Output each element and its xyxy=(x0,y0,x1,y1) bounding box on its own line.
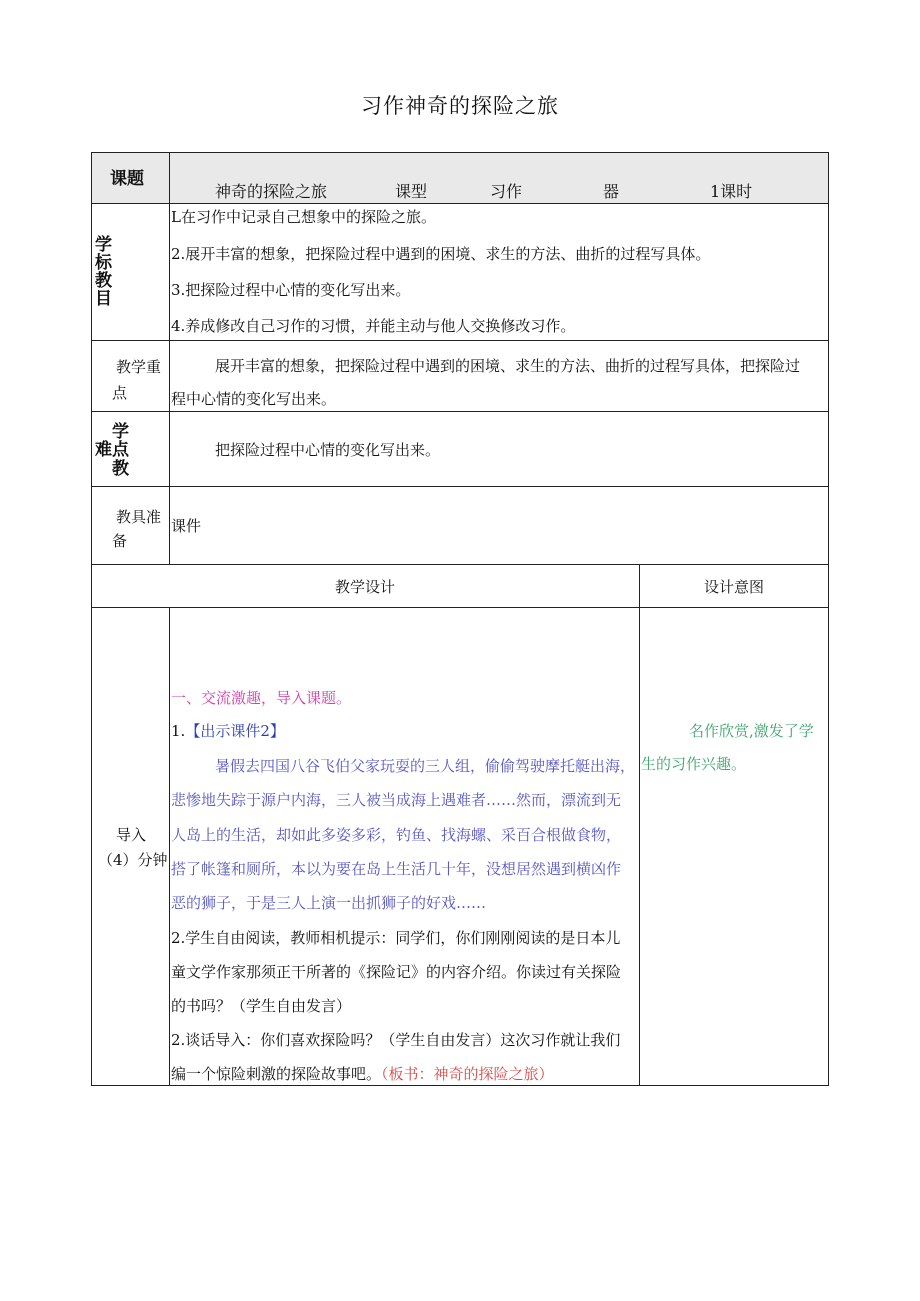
header-tool-fragment: 器 xyxy=(603,182,620,201)
tools-label-line1: 教具准 xyxy=(116,508,162,526)
intro-item3-line: 2.谈话导入：你们喜欢探险吗？（学生自由发言）这次习作就让我们 xyxy=(171,1031,621,1049)
intro-item2-line: 童文学作家那须正干所著的《探险记》的内容介绍。你读过有关探险 xyxy=(171,963,622,981)
goal-item: 2.展开丰富的想象，把探险过程中遇到的困境、求生的方法、曲折的过程写具体。 xyxy=(171,245,711,263)
key-points-label-line1: 教学重 xyxy=(116,358,162,376)
goal-item: 4.养成修改自己习作的习惯，并能主动与他人交换修改习作。 xyxy=(171,317,576,335)
board-note: （板书：神奇的探险之旅） xyxy=(381,1065,554,1083)
story-line: 恶的狮子，于是三人上演一出抓狮子的好戏…… xyxy=(171,894,487,912)
difficulties-label-char: 学 xyxy=(112,422,129,442)
key-points-text-line2: 程中心情的变化写出来。 xyxy=(171,390,337,408)
header-label-topic: 课题 xyxy=(110,169,144,189)
goals-label-char: 目 xyxy=(95,289,112,309)
intro-item1 xyxy=(171,722,285,740)
tools-text: 课件 xyxy=(171,517,202,535)
design-header-right: 设计意图 xyxy=(704,578,765,596)
goal-item: L在习作中记录自己想象中的探险之旅。 xyxy=(171,208,436,226)
story-line: 搭了帐篷和厕所，本以为要在岛上生活几十年，没想居然遇到横凶作 xyxy=(171,860,622,878)
key-points-text-line1: 展开丰富的想象，把探险过程中遇到的困境、求生的方法、曲折的过程写具体，把探险过 xyxy=(215,357,801,375)
header-topic-value: 神奇的探险之旅 xyxy=(215,182,328,201)
intro-heading: 一、交流激趣，导入课题。 xyxy=(171,689,352,707)
story-line: 人岛上的生活，却如此多姿多彩，钓鱼、找海螺、采百合根做食物， xyxy=(171,826,622,844)
goals-label-char: 标 xyxy=(95,253,112,273)
story-line: 暑假去四国八谷飞伯父家玩耍的三人组，偷偷驾驶摩托艇出海， xyxy=(215,757,636,775)
intent-line1: 名作欣赏,激发了学 xyxy=(689,722,814,740)
intent-line2: 生的习作兴趣。 xyxy=(641,755,747,773)
design-header-left: 教学设计 xyxy=(335,578,396,596)
intro-item2-line: 2.学生自由阅读，教师相机提示：同学们，你们刚刚阅读的是日本儿 xyxy=(171,929,621,947)
difficulties-label-char: 难点 xyxy=(95,440,129,460)
intro-item2-line: 的书吗？（学生自由发言） xyxy=(171,997,352,1015)
tools-label-line2: 备 xyxy=(112,532,128,550)
header-type-value: 习作 xyxy=(490,182,523,201)
intro-item3-last xyxy=(171,1065,554,1083)
courseware-link[interactable]: 【出示课件2】 xyxy=(185,722,285,740)
intro-item3-last-text: 编一个惊险刺激的探险故事吧。 xyxy=(171,1065,382,1083)
header-type-label: 课型 xyxy=(395,182,428,201)
goals-label-char: 教 xyxy=(95,271,112,291)
header-hours: 1课时 xyxy=(710,182,753,201)
intro-label-line1: 导入 xyxy=(116,826,147,844)
page-title: 习作神奇的探险之旅 xyxy=(361,94,559,118)
intro-item1-prefix: 1. xyxy=(171,722,186,740)
key-points-label-line2: 点 xyxy=(112,384,128,402)
intro-label-line2: （4）分钟 xyxy=(98,851,168,869)
goal-item: 3.把探险过程中心情的变化写出来。 xyxy=(171,281,411,299)
difficulties-text: 把探险过程中心情的变化写出来。 xyxy=(215,441,441,459)
goals-label-char: 学 xyxy=(95,235,112,255)
difficulties-label-char: 教 xyxy=(112,459,129,479)
story-line: 悲惨地失踪于源户内海，三人被当成海上遇难者……然而，漂流到无 xyxy=(171,791,622,809)
